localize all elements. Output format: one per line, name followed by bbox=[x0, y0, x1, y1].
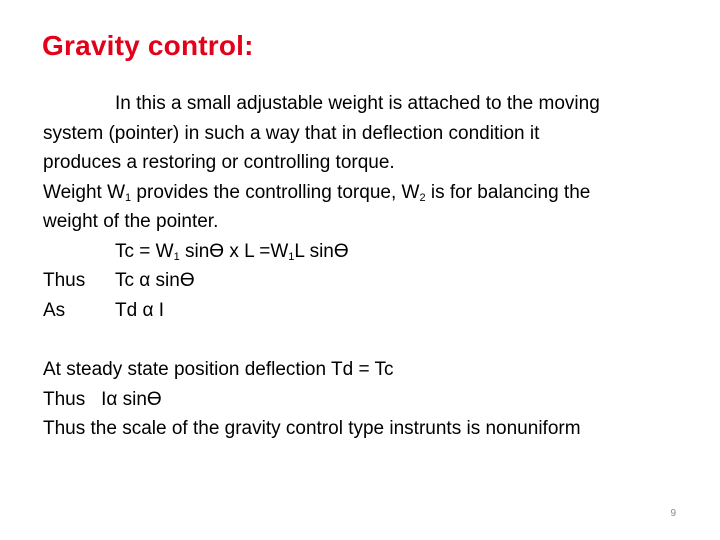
weight-text-c: is for balancing the bbox=[425, 181, 591, 203]
paragraph-line-2: system (pointer) in such a way that in deflection condition it bbox=[43, 122, 540, 144]
eq2-expression: Tc α sinϴ bbox=[115, 270, 195, 291]
eq1-text-b: sinϴ x L =W bbox=[179, 240, 289, 262]
conclusion-thus-expression: Iα sinϴ bbox=[101, 388, 162, 410]
weight-text-b: provides the controlling torque, W bbox=[131, 181, 420, 203]
eq1-sub-2: 1 bbox=[288, 250, 295, 263]
eq1-text-c: L sinϴ bbox=[294, 240, 349, 262]
eq1-text-a: Tc = W bbox=[115, 240, 174, 262]
eq3-label: As bbox=[43, 299, 66, 321]
equation-torque bbox=[43, 237, 683, 267]
page-number: 9 bbox=[670, 508, 676, 519]
weight-line bbox=[43, 178, 683, 208]
equation-as bbox=[43, 296, 683, 326]
slide-title: Gravity control: bbox=[42, 30, 254, 61]
weight-sub-1: 1 bbox=[125, 191, 132, 204]
weight-line-continued: weight of the pointer. bbox=[43, 211, 219, 232]
paragraph-line-1: In this a small adjustable weight is attached to the moving bbox=[115, 93, 600, 114]
conclusion-line-2 bbox=[43, 385, 683, 415]
equation-thus bbox=[43, 266, 683, 296]
eq3-expression: Td α I bbox=[115, 299, 164, 321]
weight-sub-2: 2 bbox=[419, 191, 426, 204]
paragraph-line-3: produces a restoring or controlling torque. bbox=[43, 152, 395, 173]
conclusion-line-1: At steady state position deflection Td = Tc bbox=[43, 359, 394, 380]
eq1-sub-1: 1 bbox=[173, 250, 180, 263]
weight-text-a: Weight W bbox=[43, 181, 126, 203]
spacer bbox=[43, 325, 683, 355]
eq2-label: Thus bbox=[43, 270, 86, 291]
slide-body bbox=[43, 89, 683, 444]
conclusion-thus-label: Thus bbox=[43, 388, 86, 410]
conclusion-line-3: Thus the scale of the gravity control type instrunts is nonuniform bbox=[43, 418, 581, 439]
